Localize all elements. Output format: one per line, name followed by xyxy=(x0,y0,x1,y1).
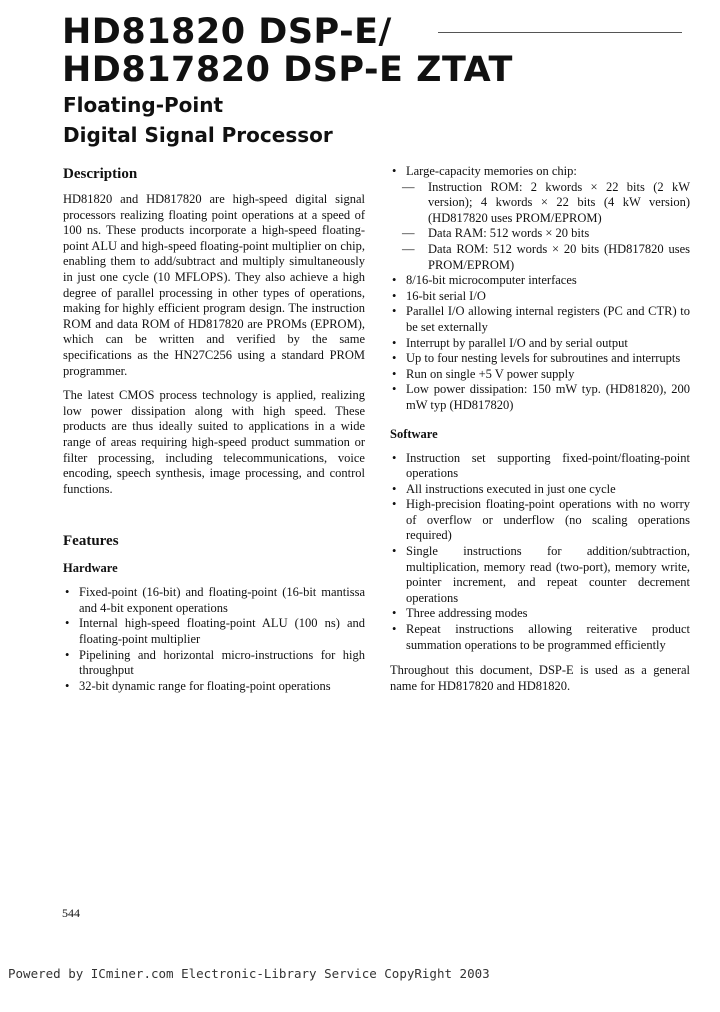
list-item: • Single instructions for addition/subtraction, multiplication, memory read (two-port), memory write, pointer increment, and repeat counter decrement operations xyxy=(390,544,690,606)
list-item: • Internal high-speed floating-point ALU (100 ns) and floating-point multiplier xyxy=(63,616,365,647)
memory-subitem: — Instruction ROM: 2 kwords × 22 bits (2 kW version); 4 kwords × 22 bits (4 kW version) (HD817820 uses PROM/EPROM) xyxy=(390,180,690,227)
list-item: • Three addressing modes xyxy=(390,606,690,622)
list-item: • High-precision floating-point operations with no worry of overflow or underflow (no scaling operations required) xyxy=(390,497,690,544)
hardware-continued-list xyxy=(390,164,690,180)
list-item: • Up to four nesting levels for subroutines and interrupts xyxy=(390,351,690,367)
list-item: • Instruction set supporting fixed-point/floating-point operations xyxy=(390,451,690,482)
description-paragraph-2: The latest CMOS process technology is applied, realizing low power dissipation along with high speed. These products are thus ideally suited to applications in a wide range of areas requiring high-speed product summation or filter processing, including telecommunications, voice encoding, speech synthesis, image processing, and control functions. xyxy=(63,388,365,496)
software-list xyxy=(390,451,690,654)
hardware-continued-items xyxy=(390,273,690,413)
list-item: • Run on single +5 V power supply xyxy=(390,367,690,383)
list-item: • All instructions executed in just one cycle xyxy=(390,482,690,498)
memory-sublist xyxy=(390,180,690,274)
list-item: • Pipelining and horizontal micro-instructions for high throughput xyxy=(63,648,365,679)
subtitle-line-1: Floating-Point xyxy=(63,93,224,117)
right-column xyxy=(390,164,690,694)
title-line-1: HD81820 DSP-E/ xyxy=(62,12,392,52)
list-item: • Low power dissipation: 150 mW typ. (HD81820), 200 mW typ (HD817820) xyxy=(390,382,690,413)
description-paragraph-1: HD81820 and HD817820 are high-speed digital signal processors realizing floating point operations at a speed of 100 ns. These products incorporate a high-speed floating-point ALU and high-speed floating-point multiplier on chip, enabling them to add/subtract and multiply simultaneously in just one cycle (10 MFLOPS). They also achieve a high degree of parallel processing in other types of operations, making for highly efficient program design. The instruction ROM and data ROM of HD817820 are PROMs (EPROM), which can be written and verified by the same specifications as the HN27C256 using a standard PROM programmer. xyxy=(63,192,365,378)
page-number: 544 xyxy=(62,906,80,920)
title-rule xyxy=(438,32,682,33)
memory-subitem: — Data ROM: 512 words × 20 bits (HD817820 uses PROM/EPROM) xyxy=(390,242,690,273)
footer-credit: Powered by ICminer.com Electronic-Library Service CopyRight 2003 xyxy=(8,966,490,981)
software-heading: Software xyxy=(390,426,438,441)
left-column xyxy=(63,164,365,694)
list-item: • 32-bit dynamic range for floating-point operations xyxy=(63,679,365,695)
list-item: • 16-bit serial I/O xyxy=(390,289,690,305)
memories-label: Large-capacity memories on chip: xyxy=(406,164,577,178)
features-heading: Features xyxy=(63,533,119,550)
list-item: • Fixed-point (16-bit) and floating-point (16-bit mantissa and 4-bit exponent operations xyxy=(63,585,365,616)
list-item: • Repeat instructions allowing reiterative product summation operations to be programmed efficiently xyxy=(390,622,690,653)
list-item: • Interrupt by parallel I/O and by serial output xyxy=(390,336,690,352)
list-item: • 8/16-bit microcomputer interfaces xyxy=(390,273,690,289)
subtitle-line-2: Digital Signal Processor xyxy=(63,123,333,147)
closing-paragraph: Throughout this document, DSP-E is used as a general name for HD817820 and HD81820. xyxy=(390,663,690,693)
list-item: • Parallel I/O allowing internal registers (PC and CTR) to be set externally xyxy=(390,304,690,335)
title-line-2: HD817820 DSP-E ZTAT xyxy=(62,50,513,90)
hardware-list xyxy=(63,585,365,694)
hardware-heading: Hardware xyxy=(63,561,118,576)
memories-item xyxy=(390,164,690,180)
memory-subitem: — Data RAM: 512 words × 20 bits xyxy=(390,226,690,242)
description-heading: Description xyxy=(63,166,138,182)
